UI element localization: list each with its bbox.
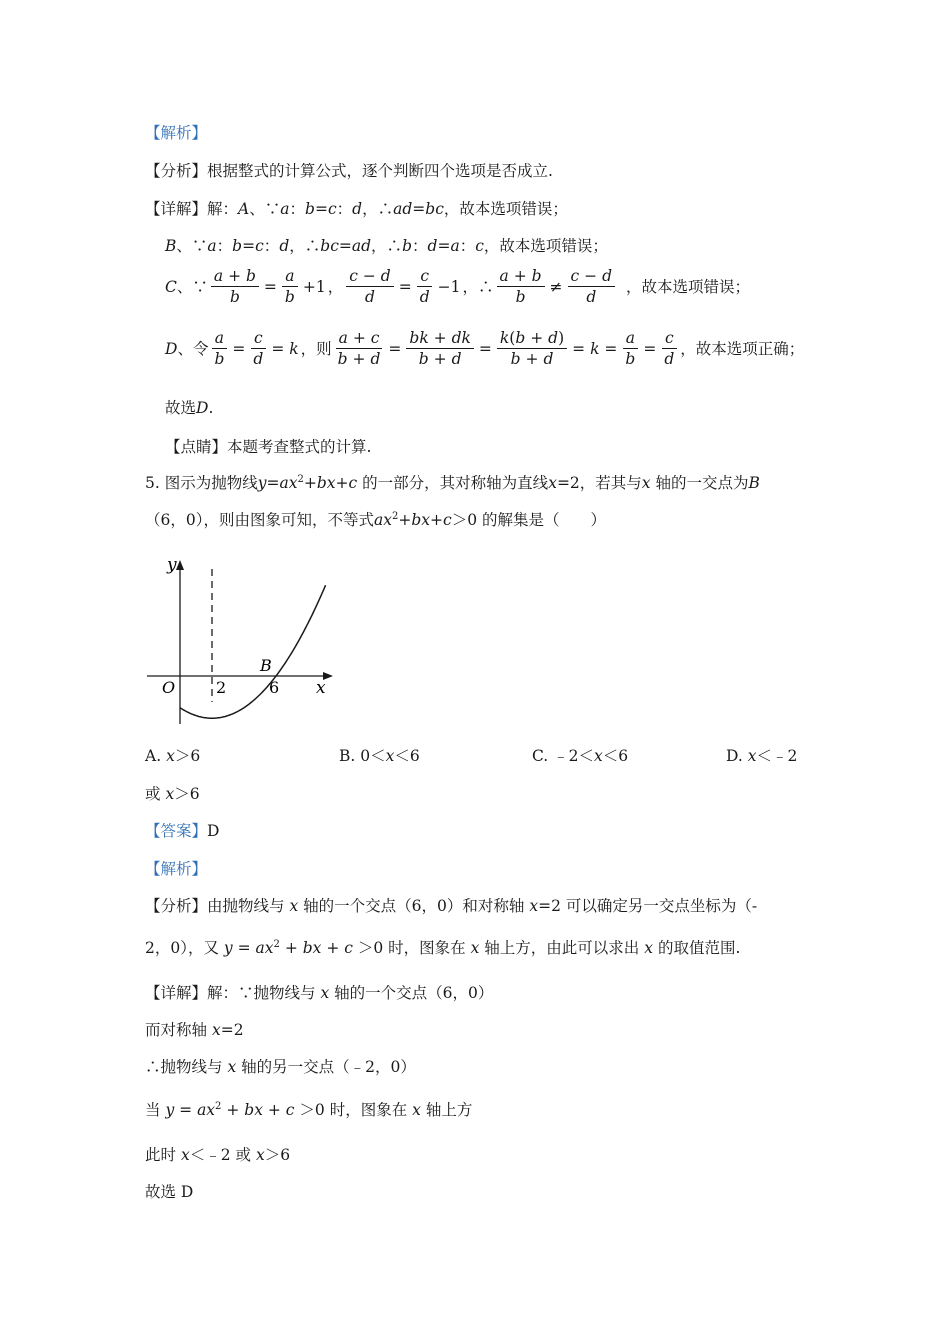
- fraction: $\frac{c}{d}$: [661, 328, 677, 369]
- answer-tag: 【答案】: [145, 822, 208, 840]
- origin-label: O: [162, 678, 176, 697]
- fraction: $\frac{a + b}{b}$: [211, 266, 259, 307]
- q5-stem-line1: 5. 图示为抛物线$y=ax^2+bx+c$ 的一部分，其对称轴为直线x=2，若其与x 轴的一交点为B: [145, 474, 760, 492]
- detail-line-c: C 、∵ $\frac{a + b}{b}$ = $\frac{a}{b}$ +1 ， $\frac{c - d}{d}$ = $\frac{c}{d}$ −1 ，∴ $\frac{a + b}{b}$ ≠ $\frac{c - d}{d}$ ，故本选项错误；: [165, 267, 751, 306]
- fraction: $\frac{a + c}{b + d}$: [335, 328, 384, 369]
- fraction: $\frac{k(b + d)}{b + d}$: [497, 328, 567, 369]
- option-a[interactable]: A. x＞6: [145, 747, 201, 765]
- detail-line-b: B、∵a：b=c：d，∴bc=ad，∴b：d=a：c，故本选项错误；: [165, 237, 608, 255]
- q5-detail-line3: ∴抛物线与 x 轴的另一交点（﹣2，0）: [145, 1058, 416, 1076]
- analysis-line: [145, 160, 553, 182]
- analysis-tag: 【分析】: [145, 162, 208, 180]
- y-axis-arrow: [176, 560, 184, 570]
- answer-value: D: [207, 822, 220, 840]
- comment-line: 【点睛】本题考查整式的计算.: [165, 438, 372, 456]
- fraction: $\frac{bk + dk}{b + d}$: [406, 328, 474, 369]
- comment-tag: 【点睛】: [165, 438, 228, 456]
- choose-line: 故选D.: [165, 399, 214, 417]
- detail-line-d: D 、令 $\frac{a}{b}$ = $\frac{c}{d}$ = k ，则 $\frac{a + c}{b + d}$ = $\frac{bk + dk}{b + d}$ = $\frac{k(b + d)}{b + d}$ = k = $\frac{a}{b}$ = $\frac{c}{d}$ ，故本选项正确；: [165, 329, 805, 368]
- question-number: 5.: [145, 474, 160, 492]
- analysis-tag: 【分析】: [145, 897, 208, 915]
- option-b[interactable]: B. 0＜x＜6: [339, 747, 420, 765]
- detail-tag: 【详解】: [145, 984, 208, 1002]
- x-axis-label: x: [316, 678, 326, 698]
- fraction: $\frac{c}{d}$: [250, 328, 266, 369]
- option-d-continued: 或 x＞6: [145, 785, 200, 803]
- point-b-label: B: [260, 656, 272, 675]
- answer-line: [145, 820, 219, 842]
- q5-jiexi-heading: 【解析】: [145, 860, 208, 878]
- analysis-text: 根据整式的计算公式，逐个判断四个选项是否成立.: [207, 162, 553, 180]
- q5-analysis-line2: 2，0），又 $y = ax^2$ + bx + c ＞0 时，图象在 x 轴上方，由此可以求出 x 的取值范围.: [145, 939, 741, 957]
- fraction: $\frac{a}{b}$: [282, 266, 298, 307]
- tick-label-6: 6: [269, 678, 280, 697]
- tick-label-2: 2: [216, 678, 227, 697]
- fraction: $\frac{a + b}{b}$: [497, 266, 545, 307]
- fraction: $\frac{c}{d}$: [417, 266, 433, 307]
- parabola-graph: [140, 552, 350, 732]
- q5-stem-line2: （6，0），则由图象可知，不等式$ax^2+bx+c>0$ 的解集是（ ）: [145, 511, 606, 529]
- parabola-curve: [180, 585, 326, 718]
- jiexi-heading: 【解析】: [145, 124, 208, 142]
- detail-line-a: 【详解】解：A、∵a：b=c：d，∴ad=bc，故本选项错误；: [145, 200, 568, 218]
- y-axis-label: y: [167, 555, 177, 575]
- fraction: $\frac{a}{b}$: [622, 328, 638, 369]
- q5-analysis-line1: 【分析】由抛物线与 x 轴的一个交点（6，0）和对称轴 x=2 可以确定另一交点坐标为（-: [145, 897, 758, 915]
- option-d[interactable]: D. x＜﹣2: [726, 747, 798, 765]
- fraction: $\frac{c - d}{d}$: [346, 266, 393, 307]
- fraction: $\frac{a}{b}$: [211, 328, 227, 369]
- q5-detail-line2: 而对称轴 x=2: [145, 1021, 244, 1039]
- detail-tag: 【详解】: [145, 200, 208, 218]
- option-c[interactable]: C. ﹣2＜x＜6: [532, 747, 629, 765]
- q5-detail-line6: 故选 D: [145, 1183, 194, 1201]
- q5-detail-line5: 此时 x＜﹣2 或 x＞6: [145, 1146, 291, 1164]
- q5-detail-line4: 当 $y = ax^2$ + bx + c ＞0 时，图象在 x 轴上方: [145, 1101, 473, 1119]
- fraction: $\frac{c - d}{d}$: [568, 266, 615, 307]
- q5-detail-line1: 【详解】解：∵抛物线与 x 轴的一个交点（6，0）: [145, 984, 494, 1002]
